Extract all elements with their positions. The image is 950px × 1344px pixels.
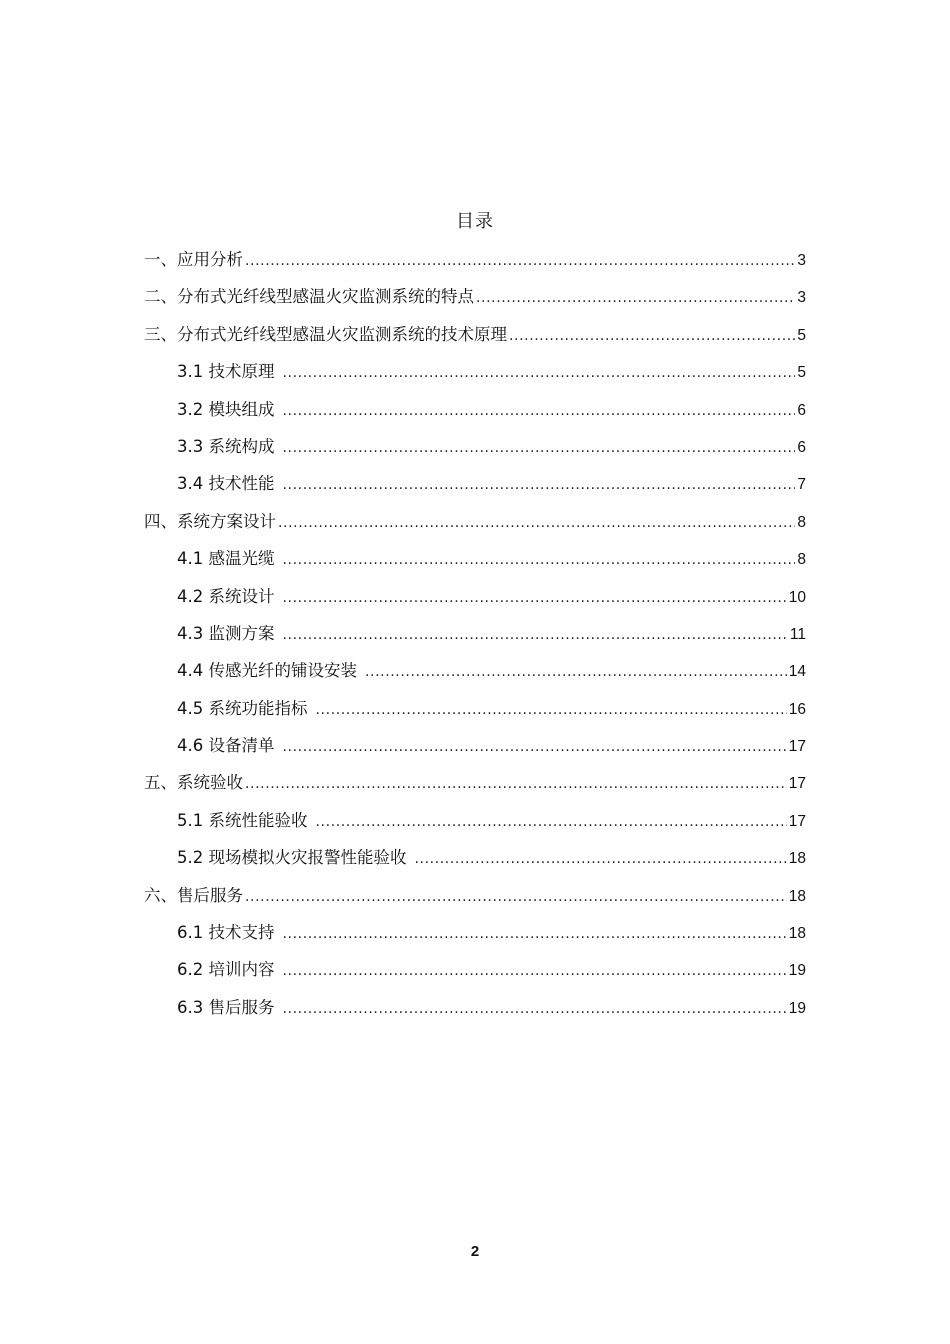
toc-entry-page: 7	[797, 476, 806, 494]
dot-leader	[316, 690, 787, 729]
toc-subentry[interactable]	[144, 989, 806, 1026]
toc-entry-label: 二、分布式光纤线型感温火灾监测系统的特点	[144, 287, 474, 307]
dot-leader	[283, 353, 796, 392]
toc-subentry[interactable]	[144, 802, 806, 839]
dot-leader	[283, 951, 787, 990]
toc-entry-page: 5	[797, 364, 806, 382]
toc-entry-label: 6.3 售后服务	[177, 997, 275, 1017]
toc-entry[interactable]	[144, 503, 806, 540]
toc-entry-label: 6.1 技术支持	[177, 923, 275, 943]
toc-entry-page: 16	[788, 700, 806, 718]
toc-entry-label: 一、应用分析	[144, 250, 243, 269]
toc-entry-label: 3.1 技术原理	[177, 362, 275, 382]
toc-entry-label: 六、售后服务	[144, 885, 243, 905]
toc-entry-label: 3.3 系统构成	[177, 436, 275, 456]
dot-leader	[283, 615, 788, 654]
toc-subentry[interactable]	[144, 839, 806, 876]
toc-entry-page: 8	[797, 513, 806, 531]
dot-leader	[316, 802, 787, 841]
toc-entry-page: 18	[788, 887, 806, 905]
toc-entry-page: 6	[797, 401, 806, 419]
toc-entry[interactable]	[144, 278, 806, 315]
dot-leader	[283, 578, 787, 617]
toc-subentry[interactable]	[144, 391, 806, 428]
toc-entry-label: 4.4 传感光纤的铺设安装	[177, 661, 357, 681]
toc-subentry[interactable]	[144, 727, 806, 764]
dot-leader	[283, 727, 787, 766]
toc-subentry[interactable]	[144, 914, 806, 951]
toc-subentry[interactable]	[144, 615, 806, 652]
toc-entry-page: 6	[797, 438, 806, 456]
dot-leader	[283, 465, 796, 504]
toc-entry-page: 17	[788, 738, 806, 756]
toc-subentry[interactable]	[144, 951, 806, 988]
toc-subentry[interactable]	[144, 652, 806, 689]
toc-entry-label: 三、分布式光纤线型感温火灾监测系统的技术原理	[144, 324, 507, 344]
toc-entry-page: 11	[789, 625, 806, 643]
toc-entry-label: 3.2 模块组成	[177, 399, 275, 419]
toc-entry-page: 19	[788, 962, 806, 980]
dot-leader	[278, 503, 795, 542]
dot-leader	[283, 989, 787, 1028]
dot-leader	[245, 877, 787, 916]
toc-entry-page: 5	[797, 326, 806, 344]
toc-subentry[interactable]	[144, 428, 806, 465]
toc-title: 目录	[456, 211, 494, 232]
dot-leader	[509, 316, 795, 355]
toc-entry-page: 10	[788, 588, 806, 606]
toc-entry-label: 6.2 培训内容	[177, 960, 275, 980]
dot-leader	[245, 764, 787, 803]
toc-entry-label: 4.6 设备清单	[177, 736, 275, 756]
dot-leader	[245, 241, 795, 280]
toc-entry-label: 四、系统方案设计	[144, 511, 276, 531]
toc-entry-label: 3.4 技术性能	[177, 474, 275, 494]
dot-leader	[415, 839, 787, 878]
toc-entry-label: 4.1 感温光缆	[177, 549, 275, 569]
toc-subentry[interactable]	[144, 690, 806, 727]
toc-entry-label: 4.3 监测方案	[177, 623, 275, 643]
dot-leader	[283, 540, 796, 579]
toc-entry[interactable]	[144, 241, 806, 278]
toc-subentry[interactable]	[144, 540, 806, 577]
toc-entry[interactable]	[144, 316, 806, 353]
toc-subentry[interactable]	[144, 578, 806, 615]
toc-entry-label: 五、系统验收	[144, 773, 243, 793]
toc-entry-page: 17	[788, 775, 806, 793]
toc-entry-label: 5.2 现场模拟火灾报警性能验收	[177, 848, 407, 868]
toc-entry-page: 14	[788, 663, 806, 681]
toc-entry-label: 5.1 系统性能验收	[177, 810, 308, 830]
toc-entry[interactable]	[144, 764, 806, 801]
dot-leader	[283, 391, 796, 430]
table-of-contents	[144, 241, 806, 1026]
toc-entry[interactable]	[144, 877, 806, 914]
dot-leader	[476, 278, 795, 317]
toc-entry-page: 18	[788, 850, 806, 868]
toc-entry-page: 3	[797, 252, 806, 269]
toc-entry-page: 17	[788, 812, 806, 830]
toc-entry-label: 4.2 系统设计	[177, 586, 275, 606]
dot-leader	[283, 914, 787, 953]
page-number: 2	[470, 1243, 480, 1260]
dot-leader	[283, 428, 796, 467]
toc-subentry[interactable]	[144, 465, 806, 502]
toc-subentry[interactable]	[144, 353, 806, 390]
dot-leader	[365, 652, 787, 691]
toc-entry-page: 3	[797, 289, 806, 307]
toc-entry-page: 8	[797, 551, 806, 569]
toc-entry-label: 4.5 系统功能指标	[177, 698, 308, 718]
toc-entry-page: 18	[788, 925, 806, 943]
toc-entry-page: 19	[788, 999, 806, 1017]
